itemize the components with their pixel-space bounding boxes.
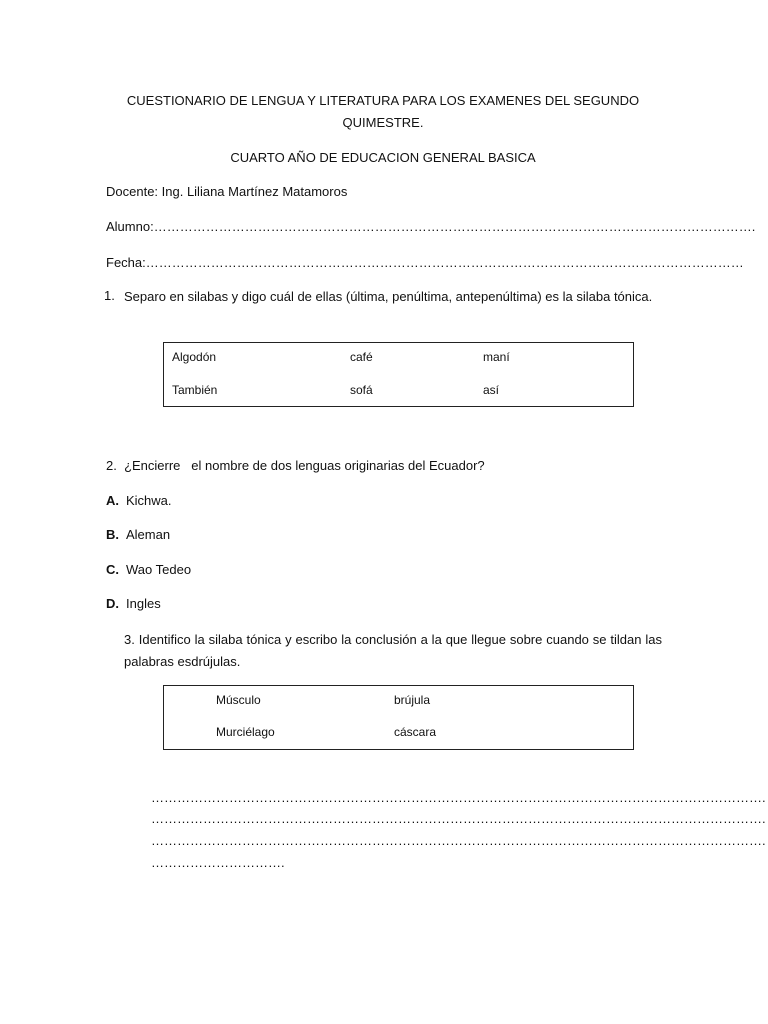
table-cell: sofá: [350, 383, 373, 397]
option-letter: C.: [106, 562, 119, 577]
table-cell: así: [483, 383, 500, 397]
question-1-table: [163, 342, 634, 407]
option-text: Kichwa.: [126, 493, 172, 508]
option-d: [106, 596, 161, 611]
date-field: Fecha:…………………………………………………………………………………………………………………………: [106, 255, 744, 270]
table-cell: maní: [483, 350, 510, 364]
question-3-table: [163, 685, 634, 750]
table-cell: cáscara: [394, 725, 437, 739]
option-text: Aleman: [126, 527, 171, 542]
answer-line: …………………………………………………………………………………………………………………………….: [151, 833, 766, 848]
table-cell: Murciélago: [216, 725, 275, 739]
option-letter: A.: [106, 493, 119, 508]
answer-line: …………………………………………………………………………………………………………………………….: [151, 790, 766, 805]
table-cell: Algodón: [172, 350, 217, 364]
table-cell: También: [172, 383, 218, 397]
question-1-number: 1.: [104, 288, 115, 303]
option-letter: B.: [106, 527, 119, 542]
student-field: Alumno:………………………………………………………………………………………………………………………….: [106, 219, 756, 234]
answer-line: ………………………….: [151, 855, 285, 870]
option-c: [106, 562, 191, 577]
question-1-text: Separo en silabas y digo cuál de ellas (última, penúltima, antepenúltima) es la silaba tónica.: [124, 289, 653, 304]
table-cell: brújula: [394, 693, 431, 707]
document-subtitle: CUARTO AÑO DE EDUCACION GENERAL BASICA: [230, 150, 536, 165]
option-text: Ingles: [126, 596, 161, 611]
answer-line: …………………………………………………………………………………………………………………………….: [151, 811, 766, 826]
option-a: [106, 493, 172, 508]
option-b: [106, 527, 170, 542]
option-text: Wao Tedeo: [126, 562, 192, 577]
question-3-text: 3. Identifico la silaba tónica y escribo la conclusión a la que llegue sobre cuando se tildan las palabras esdrújulas.: [124, 632, 662, 669]
table-cell: Músculo: [216, 693, 261, 707]
document-title-line2: QUIMESTRE.: [342, 115, 424, 130]
option-letter: D.: [106, 596, 119, 611]
question-2-text: 2. ¿Encierre el nombre de dos lenguas originarias del Ecuador?: [106, 458, 485, 473]
table-cell: café: [350, 350, 373, 364]
teacher-field: Docente: Ing. Liliana Martínez Matamoros: [106, 184, 348, 199]
document-title-line1: CUESTIONARIO DE LENGUA Y LITERATURA PARA LOS EXAMENES DEL SEGUNDO: [126, 93, 640, 108]
